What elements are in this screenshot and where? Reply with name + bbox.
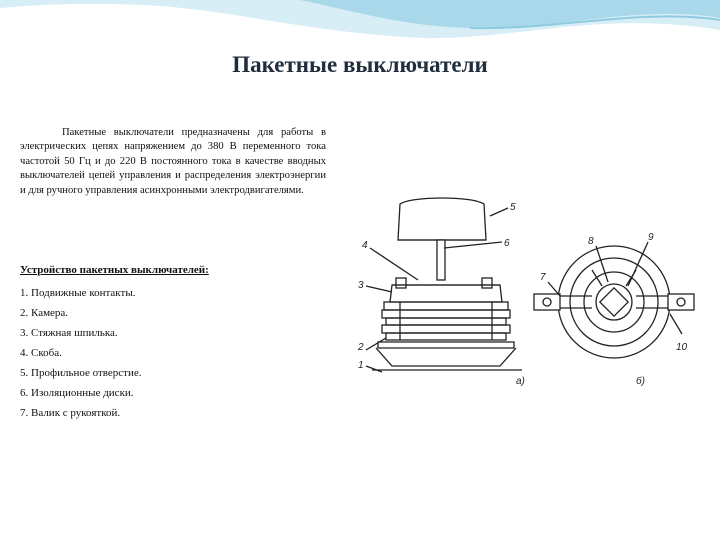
label-2: 2 xyxy=(358,342,364,353)
list-item: 1. Подвижные контакты. xyxy=(20,287,136,299)
switch-diagram-drawing xyxy=(352,190,702,400)
caption-a: а) xyxy=(516,376,525,387)
side-view-drawing xyxy=(366,198,522,372)
label-5: 5 xyxy=(510,202,516,213)
label-4: 4 xyxy=(362,240,368,251)
components-list xyxy=(20,286,142,426)
list-heading: Устройство пакетных выключателей: xyxy=(20,264,209,276)
label-1: 1 xyxy=(358,360,364,371)
label-3: 3 xyxy=(358,280,364,291)
list-item: 6. Изоляционные диски. xyxy=(20,387,134,399)
caption-b: б) xyxy=(636,376,645,387)
list-item: 4. Скоба. xyxy=(20,347,62,359)
list-item: 7. Валик с рукояткой. xyxy=(20,407,121,419)
label-7: 7 xyxy=(540,272,546,283)
label-10: 10 xyxy=(676,342,688,353)
label-6: 6 xyxy=(504,238,510,249)
label-9: 9 xyxy=(648,232,654,243)
list-item: 2. Камера. xyxy=(20,307,69,319)
header-wave-decoration xyxy=(0,0,720,60)
label-8: 8 xyxy=(588,236,594,247)
slide-title: Пакетные выключатели xyxy=(232,52,488,77)
switch-diagram xyxy=(352,190,702,400)
list-item: 5. Профильное отверстие. xyxy=(20,367,142,379)
list-item: 3. Стяжная шпилька. xyxy=(20,327,118,339)
top-view-drawing xyxy=(534,242,694,358)
intro-paragraph: Пакетные выключатели предназначены для работы в электрических цепях напряжением до 380 В переменного тока частотой 50 Гц и до 220 В постоянного тока в качестве вводных выключателей цепей управления и распределения электроэнергии и для ручного управления асинхронными электродвигателями. xyxy=(20,127,326,196)
